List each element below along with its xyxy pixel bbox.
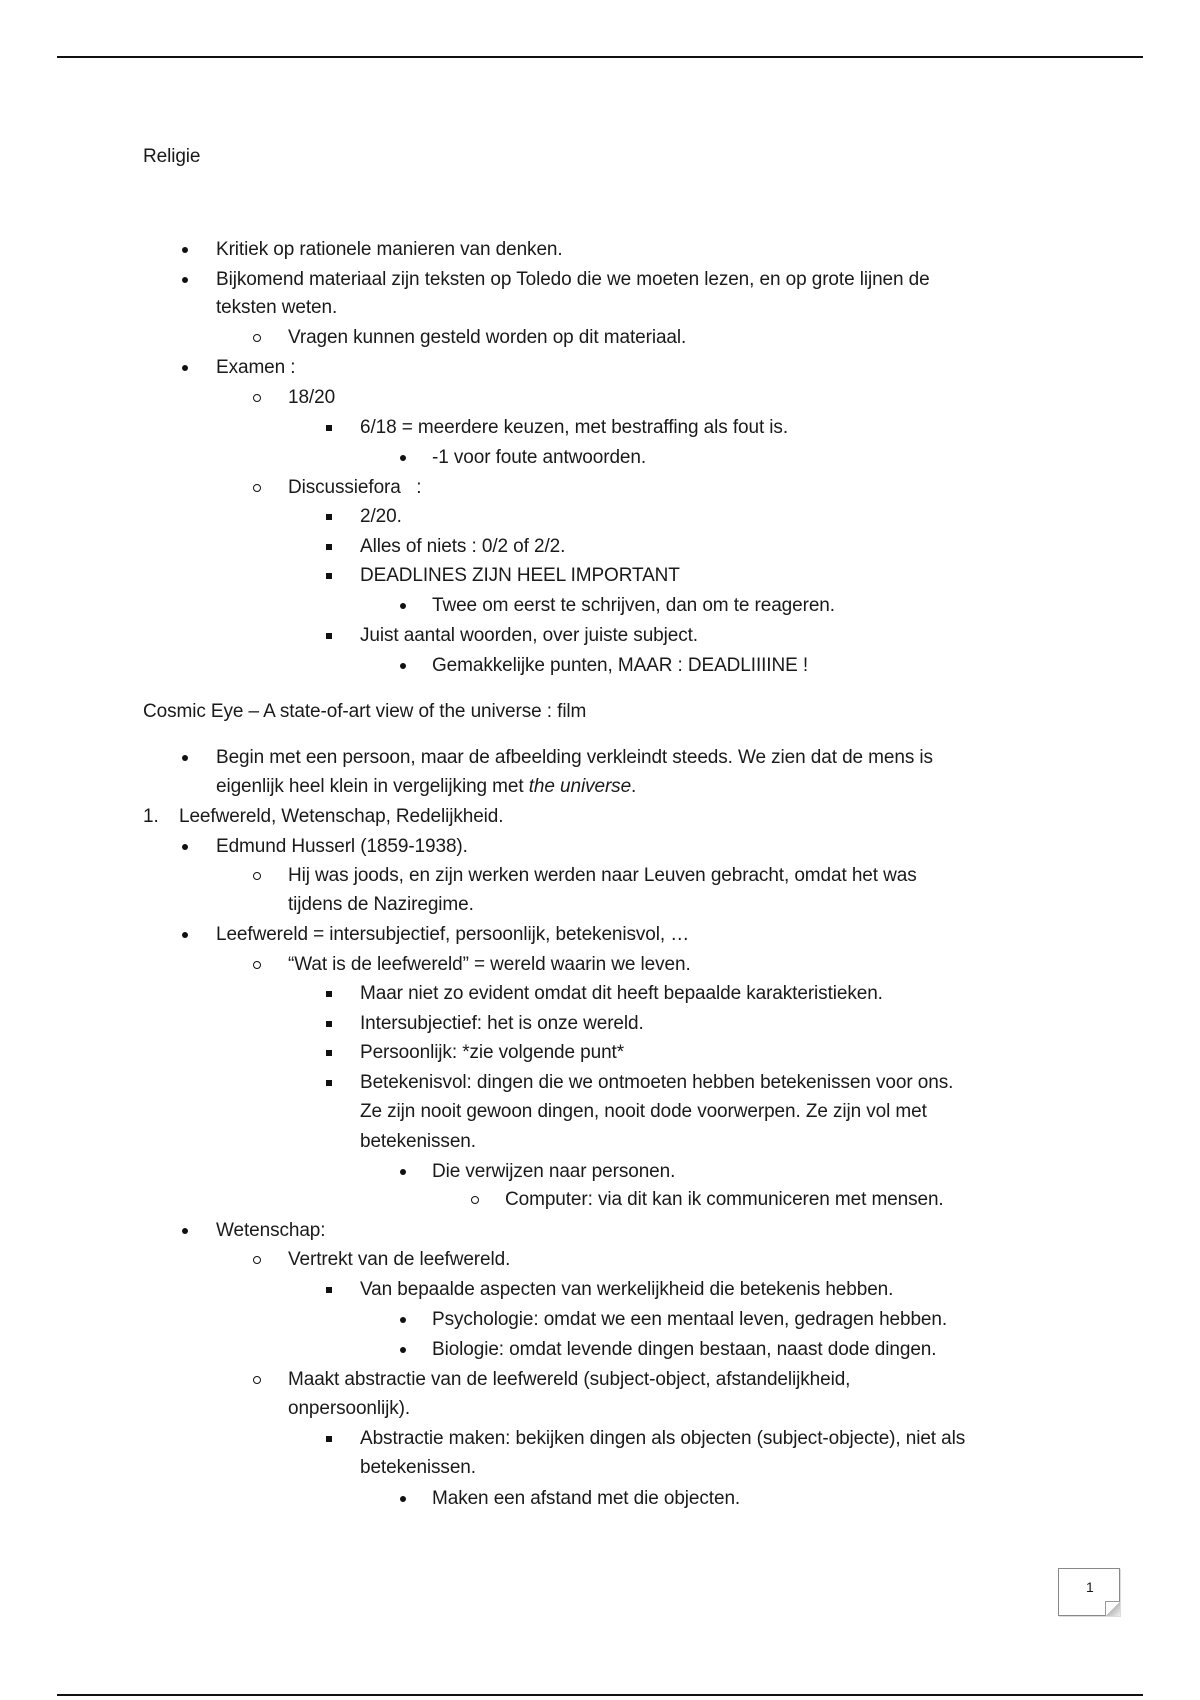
list-item: Persoonlijk: *zie volgende punt* xyxy=(360,1042,625,1063)
document-title: Religie xyxy=(143,146,201,167)
circle-bullet-icon xyxy=(253,476,261,492)
bullet-icon xyxy=(182,835,188,850)
square-bullet-icon xyxy=(326,1041,332,1056)
square-bullet-icon xyxy=(326,1012,332,1027)
list-item: Abstractie maken: bekijken dingen als objecten (subject-objecte), niet als xyxy=(360,1428,966,1449)
list-item: Vertrekt van de leefwereld. xyxy=(288,1249,511,1270)
page-curl-icon xyxy=(1105,1601,1120,1616)
page-number: 1 xyxy=(1086,1579,1094,1595)
list-item: Edmund Husserl (1859-1938). xyxy=(216,836,468,857)
list-item: Begin met een persoon, maar de afbeelding verkleindt steeds. We zien dat de mens is xyxy=(216,747,933,768)
list-item: Biologie: omdat levende dingen bestaan, naast dode dingen. xyxy=(432,1339,937,1360)
list-item-continuation: betekenissen. xyxy=(360,1131,476,1152)
list-item: Vragen kunnen gesteld worden op dit materiaal. xyxy=(288,327,687,348)
list-item-continuation xyxy=(216,775,636,799)
list-item: 6/18 = meerdere keuzen, met bestraffing als fout is. xyxy=(360,417,788,438)
list-item: Maar niet zo evident omdat dit heeft bepaalde karakteristieken. xyxy=(360,983,883,1004)
text-span: . xyxy=(631,776,637,797)
list-item: Examen : xyxy=(216,357,296,378)
text-span: eigenlijk heel klein in vergelijking met xyxy=(216,776,529,797)
bullet-icon xyxy=(400,1308,406,1323)
numbered-item: Leefwereld, Wetenschap, Redelijkheid. xyxy=(179,806,504,827)
bullet-icon xyxy=(400,654,406,669)
numbered-item-number: 1. xyxy=(143,806,159,827)
list-item: Wetenschap: xyxy=(216,1220,326,1241)
list-item: -1 voor foute antwoorden. xyxy=(432,447,647,468)
bullet-icon xyxy=(182,238,188,253)
list-item: Twee om eerst te schrijven, dan om te reageren. xyxy=(432,595,835,616)
list-item-continuation: onpersoonlijk). xyxy=(288,1398,411,1419)
circle-bullet-icon xyxy=(253,1248,261,1264)
list-item: Leefwereld = intersubjectief, persoonlijk, betekenisvol, … xyxy=(216,924,690,945)
list-item: Die verwijzen naar personen. xyxy=(432,1161,676,1182)
list-item-continuation: tijdens de Naziregime. xyxy=(288,894,474,915)
bullet-icon xyxy=(400,1160,406,1175)
list-item: DEADLINES ZIJN HEEL IMPORTANT xyxy=(360,565,680,586)
square-bullet-icon xyxy=(326,982,332,997)
bullet-icon xyxy=(400,1487,406,1502)
square-bullet-icon xyxy=(326,535,332,550)
list-item: Betekenisvol: dingen die we ontmoeten hebben betekenissen voor ons. xyxy=(360,1072,954,1093)
bullet-icon xyxy=(182,268,188,283)
circle-bullet-icon xyxy=(253,326,261,342)
section-heading: Cosmic Eye – A state-of-art view of the universe : film xyxy=(143,701,587,722)
list-item: Alles of niets : 0/2 of 2/2. xyxy=(360,536,566,557)
list-item: Juist aantal woorden, over juiste subject. xyxy=(360,625,698,646)
bullet-icon xyxy=(400,1338,406,1353)
list-item: Discussiefora : xyxy=(288,477,422,498)
list-item: 2/20. xyxy=(360,506,402,527)
list-item: “Wat is de leefwereld” = wereld waarin we leven. xyxy=(288,954,691,975)
circle-bullet-icon xyxy=(253,864,261,880)
list-item: Psychologie: omdat we een mentaal leven, gedragen hebben. xyxy=(432,1309,948,1330)
circle-bullet-icon xyxy=(253,1368,261,1384)
bottom-rule xyxy=(57,1694,1143,1696)
list-item: Hij was joods, en zijn werken werden naar Leuven gebracht, omdat het was xyxy=(288,865,917,886)
bullet-icon xyxy=(400,446,406,461)
list-item: Intersubjectief: het is onze wereld. xyxy=(360,1013,644,1034)
page-number-box xyxy=(1058,1568,1120,1616)
square-bullet-icon xyxy=(326,1278,332,1293)
list-item: Maakt abstractie van de leefwereld (subject-object, afstandelijkheid, xyxy=(288,1369,851,1390)
square-bullet-icon xyxy=(326,624,332,639)
list-item: Computer: via dit kan ik communiceren met mensen. xyxy=(505,1189,944,1210)
italic-text: the universe xyxy=(528,776,632,797)
bullet-icon xyxy=(400,594,406,609)
bullet-icon xyxy=(182,356,188,371)
circle-bullet-icon xyxy=(253,953,261,969)
circle-bullet-icon xyxy=(253,386,261,402)
list-item: 18/20 xyxy=(288,387,336,408)
bullet-icon xyxy=(182,746,188,761)
list-item: Bijkomend materiaal zijn teksten op Toledo die we moeten lezen, en op grote lijnen de xyxy=(216,269,930,290)
list-item: Gemakkelijke punten, MAAR : DEADLIIIINE ! xyxy=(432,655,809,676)
list-item-continuation: Ze zijn nooit gewoon dingen, nooit dode voorwerpen. Ze zijn vol met xyxy=(360,1101,927,1122)
square-bullet-icon xyxy=(326,505,332,520)
square-bullet-icon xyxy=(326,416,332,431)
list-item: Maken een afstand met die objecten. xyxy=(432,1488,741,1509)
bullet-icon xyxy=(182,923,188,938)
square-bullet-icon xyxy=(326,1427,332,1442)
square-bullet-icon xyxy=(326,564,332,579)
list-item: Kritiek op rationele manieren van denken. xyxy=(216,239,563,260)
square-bullet-icon xyxy=(326,1071,332,1086)
list-item: Van bepaalde aspecten van werkelijkheid die betekenis hebben. xyxy=(360,1279,894,1300)
circle-bullet-icon xyxy=(471,1188,479,1204)
list-item-continuation: teksten weten. xyxy=(216,297,338,318)
list-item-continuation: betekenissen. xyxy=(360,1457,476,1478)
bullet-icon xyxy=(182,1219,188,1234)
